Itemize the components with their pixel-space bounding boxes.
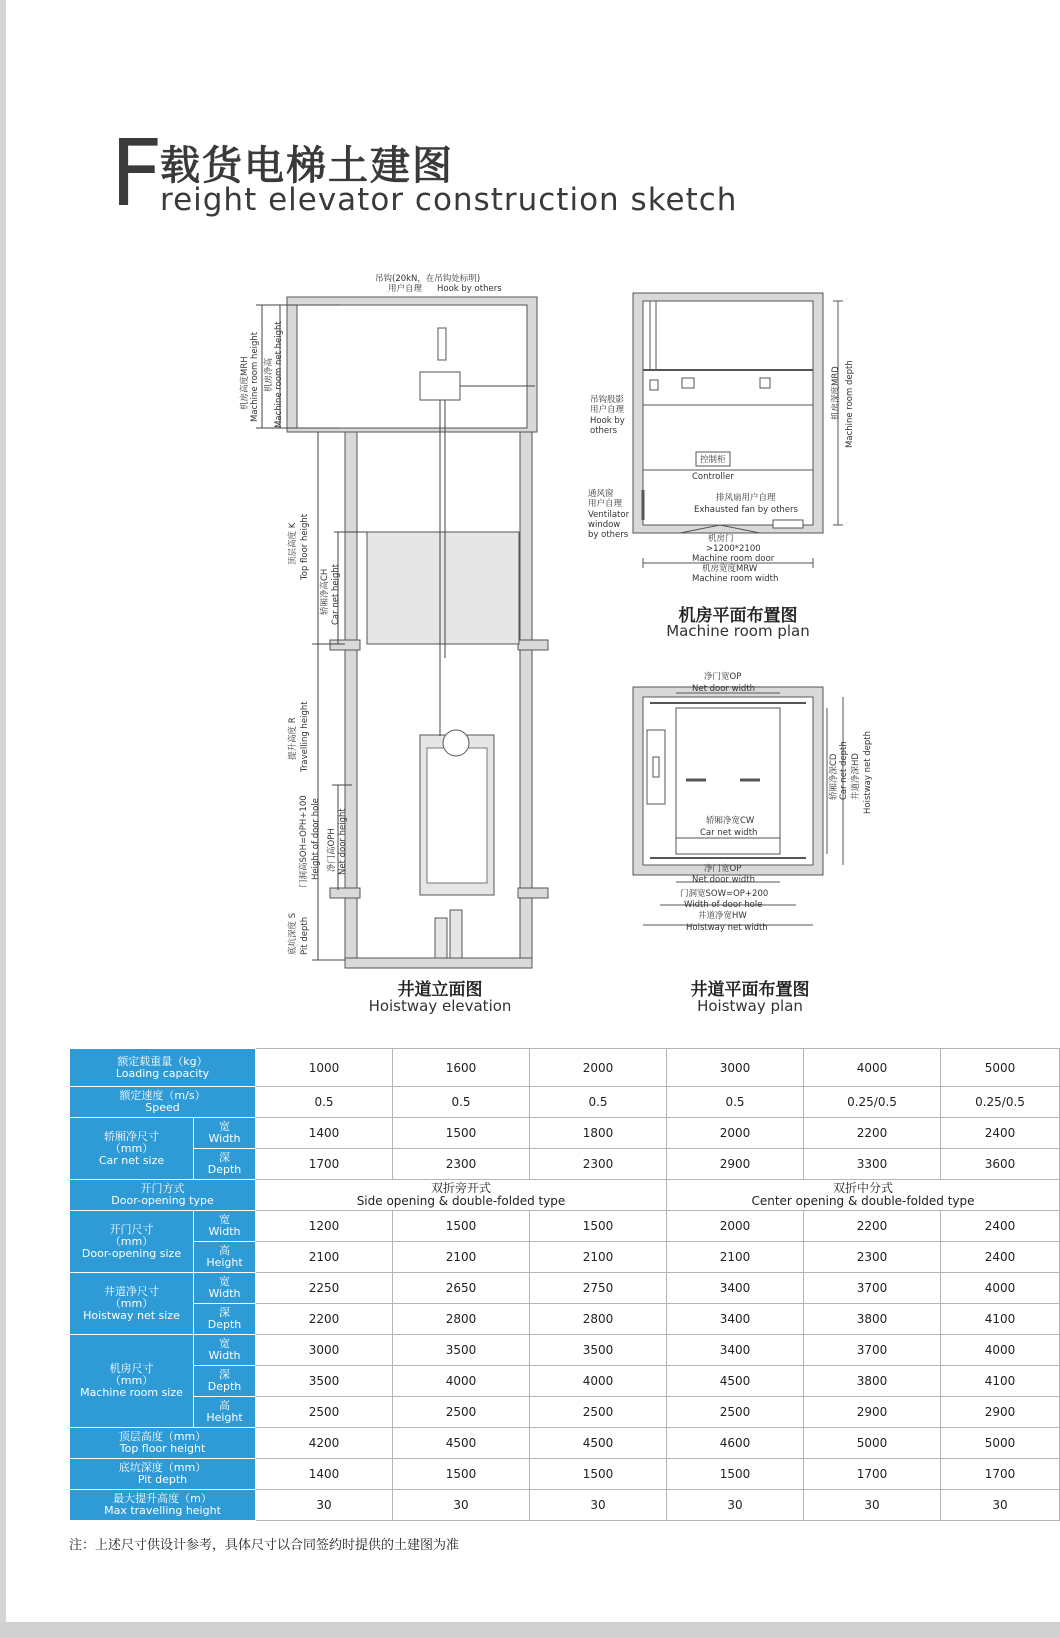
svg-text:Car net height: Car net height [331, 563, 341, 625]
cell: 1500 [393, 1118, 530, 1149]
pit-floor [345, 958, 532, 968]
svg-text:Hoistway net depth: Hoistway net depth [863, 731, 873, 814]
header-speed: 额定速度（m/s） Speed [70, 1087, 256, 1118]
svg-text:Width of door hole: Width of door hole [684, 900, 763, 910]
row-pit-depth [70, 1459, 1060, 1490]
cell: 5000 [941, 1428, 1060, 1459]
header-hoistway-width: 宽 Width [194, 1273, 256, 1304]
cell: 1400 [256, 1459, 393, 1490]
cell: 4000 [804, 1049, 941, 1087]
cell: 3700 [804, 1273, 941, 1304]
cell: 5000 [804, 1428, 941, 1459]
svg-text:轿厢净高CH: 轿厢净高CH [320, 568, 330, 615]
svg-text:吊钩(20kN，在吊钩处标明): 吊钩(20kN，在吊钩处标明) [375, 274, 481, 284]
cell: 2200 [256, 1304, 393, 1335]
cell: 5000 [941, 1049, 1060, 1087]
svg-text:Pit depth: Pit depth [300, 916, 310, 955]
footnote: 注：上述尺寸供设计参考，具体尺寸以合同签约时提供的土建图为准 [69, 1538, 460, 1553]
svg-text:吊钩股影: 吊钩股影 [590, 395, 625, 405]
header-max-travelling-height: 最大提升高度（m） Max travelling height [70, 1490, 256, 1521]
cell: 2300 [393, 1149, 530, 1180]
cell: 2400 [941, 1118, 1060, 1149]
cell: 2200 [804, 1118, 941, 1149]
cell: 4000 [941, 1273, 1060, 1304]
cell: 0.25/0.5 [941, 1087, 1060, 1118]
svg-text:井道净宽HW: 井道净宽HW [698, 911, 747, 921]
svg-text:Car net depth: Car net depth [839, 741, 849, 800]
cell: 0.25/0.5 [804, 1087, 941, 1118]
cell: 2400 [941, 1211, 1060, 1242]
cell: 2100 [530, 1242, 667, 1273]
cell: 30 [941, 1490, 1060, 1521]
cell: 3000 [256, 1335, 393, 1366]
cell: 4500 [393, 1428, 530, 1459]
cell: 3400 [667, 1304, 804, 1335]
hoistway-left-wall [345, 432, 357, 958]
cell: 2800 [393, 1304, 530, 1335]
cell: 2900 [941, 1397, 1060, 1428]
svg-text:底坑深度 S: 底坑深度 S [288, 912, 298, 955]
cell: 3500 [256, 1366, 393, 1397]
cell-center-opening: 双折中分式 Center opening & double-folded type [667, 1180, 1060, 1211]
cell: 4100 [941, 1366, 1060, 1397]
specification-table [69, 1048, 1060, 1521]
svg-text:机房门: 机房门 [708, 534, 734, 544]
cell: 2200 [804, 1211, 941, 1242]
cell: 2500 [530, 1397, 667, 1428]
svg-text:Hook by: Hook by [590, 416, 625, 426]
hoistway-plan-caption-en: Hoistway plan [697, 997, 803, 1015]
cell: 2500 [667, 1397, 804, 1428]
traction-machine [420, 372, 460, 400]
svg-text:提升高度 R: 提升高度 R [288, 717, 298, 760]
row-loading-capacity [70, 1049, 1060, 1087]
cell: 1600 [393, 1049, 530, 1087]
header-hoistway-net-size: 井道净尺寸 （mm） Hoistway net size [70, 1273, 194, 1335]
row-door-width [70, 1211, 1060, 1242]
cell: 3500 [530, 1335, 667, 1366]
row-speed [70, 1087, 1060, 1118]
title-english: reight elevator construction sketch [160, 182, 738, 218]
header-machine-room-depth: 深 Depth [194, 1366, 256, 1397]
cell: 2900 [667, 1149, 804, 1180]
cell: 1400 [256, 1118, 393, 1149]
hoistway-elevation-caption-cn: 井道立面图 [397, 980, 483, 1000]
cell: 1500 [530, 1459, 667, 1490]
svg-text:others: others [590, 426, 618, 436]
cell: 3800 [804, 1366, 941, 1397]
header-door-type: 开门方式 Door-opening type [70, 1180, 256, 1211]
cell: 2000 [530, 1049, 667, 1087]
cell: 2300 [804, 1242, 941, 1273]
svg-text:Machine room height: Machine room height [250, 331, 260, 422]
cell: 4100 [941, 1304, 1060, 1335]
svg-text:机房宽度MRW: 机房宽度MRW [702, 564, 758, 574]
svg-text:Ventilator: Ventilator [588, 510, 630, 520]
cell: 1500 [667, 1459, 804, 1490]
cell: 1700 [256, 1149, 393, 1180]
cell: 1700 [941, 1459, 1060, 1490]
machine-room-plan-caption-cn: 机房平面布置图 [678, 606, 798, 626]
cell: 0.5 [256, 1087, 393, 1118]
svg-text:Top floor height: Top floor height [300, 513, 310, 580]
cell: 4200 [256, 1428, 393, 1459]
cell: 1500 [393, 1211, 530, 1242]
svg-text:Controller: Controller [692, 472, 734, 482]
cell: 0.5 [393, 1087, 530, 1118]
hoistway-right-wall [520, 432, 532, 958]
svg-text:Machine room door: Machine room door [692, 554, 775, 564]
header-machine-room-width: 宽 Width [194, 1335, 256, 1366]
cell: 2500 [256, 1397, 393, 1428]
cell: 3400 [667, 1335, 804, 1366]
cell: 1500 [393, 1459, 530, 1490]
header-car-depth: 深 Depth [194, 1149, 256, 1180]
svg-text:Hoistway net width: Hoistway net width [686, 923, 768, 933]
cell: 4000 [393, 1366, 530, 1397]
svg-text:用户自理: 用户自理 [388, 284, 423, 294]
cell: 2750 [530, 1273, 667, 1304]
header-hoistway-depth: 深 Depth [194, 1304, 256, 1335]
cell: 2100 [256, 1242, 393, 1273]
cell: 3000 [667, 1049, 804, 1087]
svg-text:Net door height: Net door height [338, 808, 348, 875]
svg-text:Net door width: Net door width [692, 684, 756, 694]
machine-room-plan-drawing [633, 293, 843, 568]
svg-text:净门高OPH: 净门高OPH [327, 828, 337, 872]
cell: 30 [667, 1490, 804, 1521]
svg-text:机房净高: 机房净高 [264, 357, 274, 392]
car-top-position [367, 532, 519, 644]
svg-text:Machine room width: Machine room width [692, 574, 779, 584]
header-top-floor-height: 顶层高度（mm） Top floor height [70, 1428, 256, 1459]
cell: 3700 [804, 1335, 941, 1366]
cell: 2250 [256, 1273, 393, 1304]
svg-text:Net door width: Net door width [692, 875, 756, 885]
svg-text:Hook by others: Hook by others [437, 284, 502, 294]
row-top-floor-height [70, 1428, 1060, 1459]
cell: 2100 [667, 1242, 804, 1273]
hoistway-plan-caption-cn: 井道平面布置图 [690, 980, 810, 1000]
svg-text:用户自理: 用户自理 [588, 499, 623, 509]
cell: 0.5 [667, 1087, 804, 1118]
svg-text:Exhausted fan by others: Exhausted fan by others [694, 505, 798, 515]
machine-room-plan-caption-en: Machine room plan [666, 622, 810, 640]
row-car-depth [70, 1149, 1060, 1180]
cell: 4500 [530, 1428, 667, 1459]
header-door-height: 高 Height [194, 1242, 256, 1273]
page-bottom-edge [0, 1622, 1060, 1637]
svg-text:控制柜: 控制柜 [700, 455, 726, 465]
svg-text:机房高度MRH: 机房高度MRH [240, 356, 250, 410]
svg-text:window: window [588, 520, 621, 530]
cell-side-opening: 双折旁开式 Side opening & double-folded type [256, 1180, 667, 1211]
row-car-width [70, 1118, 1060, 1149]
cell: 3400 [667, 1273, 804, 1304]
cell: 3500 [393, 1335, 530, 1366]
header-machine-room-size: 机房尺寸 （mm） Machine room size [70, 1335, 194, 1428]
svg-text:Travelling height: Travelling height [300, 701, 310, 772]
cell: 3600 [941, 1149, 1060, 1180]
cell: 4500 [667, 1366, 804, 1397]
cell: 2000 [667, 1118, 804, 1149]
row-hoistway-width [70, 1273, 1060, 1304]
svg-text:轿厢净宽CW: 轿厢净宽CW [706, 816, 755, 826]
svg-text:门洞宽SOW=OP+200: 门洞宽SOW=OP+200 [680, 889, 769, 899]
cell: 2300 [530, 1149, 667, 1180]
svg-text:井道净深HD: 井道净深HD [851, 753, 861, 800]
svg-text:Height of door hole: Height of door hole [311, 798, 321, 880]
cell: 30 [530, 1490, 667, 1521]
svg-text:by others: by others [588, 530, 629, 540]
svg-text:净门宽OP: 净门宽OP [704, 864, 742, 874]
svg-text:>1200*2100: >1200*2100 [706, 544, 761, 554]
cell: 2400 [941, 1242, 1060, 1273]
svg-text:顶层高度 K: 顶层高度 K [288, 522, 298, 565]
header-loading-capacity: 额定载重量（kg） Loading capacity [70, 1049, 256, 1087]
svg-text:Car net width: Car net width [700, 828, 758, 838]
svg-text:通风窗: 通风窗 [588, 489, 614, 499]
cell: 1700 [804, 1459, 941, 1490]
row-door-type [70, 1180, 1060, 1211]
svg-text:排风扇用户自理: 排风扇用户自理 [716, 493, 776, 503]
cell: 1500 [530, 1211, 667, 1242]
cell: 2800 [530, 1304, 667, 1335]
cell: 1200 [256, 1211, 393, 1242]
cell: 3800 [804, 1304, 941, 1335]
svg-text:净门宽OP: 净门宽OP [704, 672, 742, 682]
title-initial-letter: F [110, 120, 163, 227]
cell: 2900 [804, 1397, 941, 1428]
cell: 4000 [941, 1335, 1060, 1366]
cell: 1000 [256, 1049, 393, 1087]
row-door-height [70, 1242, 1060, 1273]
header-door-size: 开门尺寸 （mm） Door-opening size [70, 1211, 194, 1273]
svg-text:Machine room depth: Machine room depth [845, 360, 855, 448]
svg-text:Machine room net height: Machine room net height [274, 321, 284, 428]
row-machine-room-depth [70, 1366, 1060, 1397]
cell: 2500 [393, 1397, 530, 1428]
header-car-net-size: 轿厢净尺寸 （mm） Car net size [70, 1118, 194, 1180]
row-max-travelling-height [70, 1490, 1060, 1521]
hoistway-elevation-caption-en: Hoistway elevation [368, 997, 512, 1015]
header-car-width: 宽 Width [194, 1118, 256, 1149]
svg-text:用户自理: 用户自理 [590, 405, 625, 415]
header-pit-depth: 底坑深度（mm） Pit depth [70, 1459, 256, 1490]
row-machine-room-height [70, 1397, 1060, 1428]
header-machine-room-height: 高 Height [194, 1397, 256, 1428]
cell: 1800 [530, 1118, 667, 1149]
cell: 3300 [804, 1149, 941, 1180]
cell: 4600 [667, 1428, 804, 1459]
cell: 2650 [393, 1273, 530, 1304]
cell: 4000 [530, 1366, 667, 1397]
cell: 0.5 [530, 1087, 667, 1118]
cell: 30 [804, 1490, 941, 1521]
header-door-width: 宽 Width [194, 1211, 256, 1242]
cell: 30 [393, 1490, 530, 1521]
row-hoistway-depth [70, 1304, 1060, 1335]
title-chinese: 载货电梯土建图 [160, 143, 454, 189]
row-machine-room-width [70, 1335, 1060, 1366]
cell: 2100 [393, 1242, 530, 1273]
svg-text:门洞高SOH=OPH+100: 门洞高SOH=OPH+100 [299, 795, 309, 888]
svg-text:机房深度MRD: 机房深度MRD [831, 366, 841, 420]
svg-text:轿厢净深CD: 轿厢净深CD [829, 753, 839, 800]
cell: 30 [256, 1490, 393, 1521]
cell: 2000 [667, 1211, 804, 1242]
